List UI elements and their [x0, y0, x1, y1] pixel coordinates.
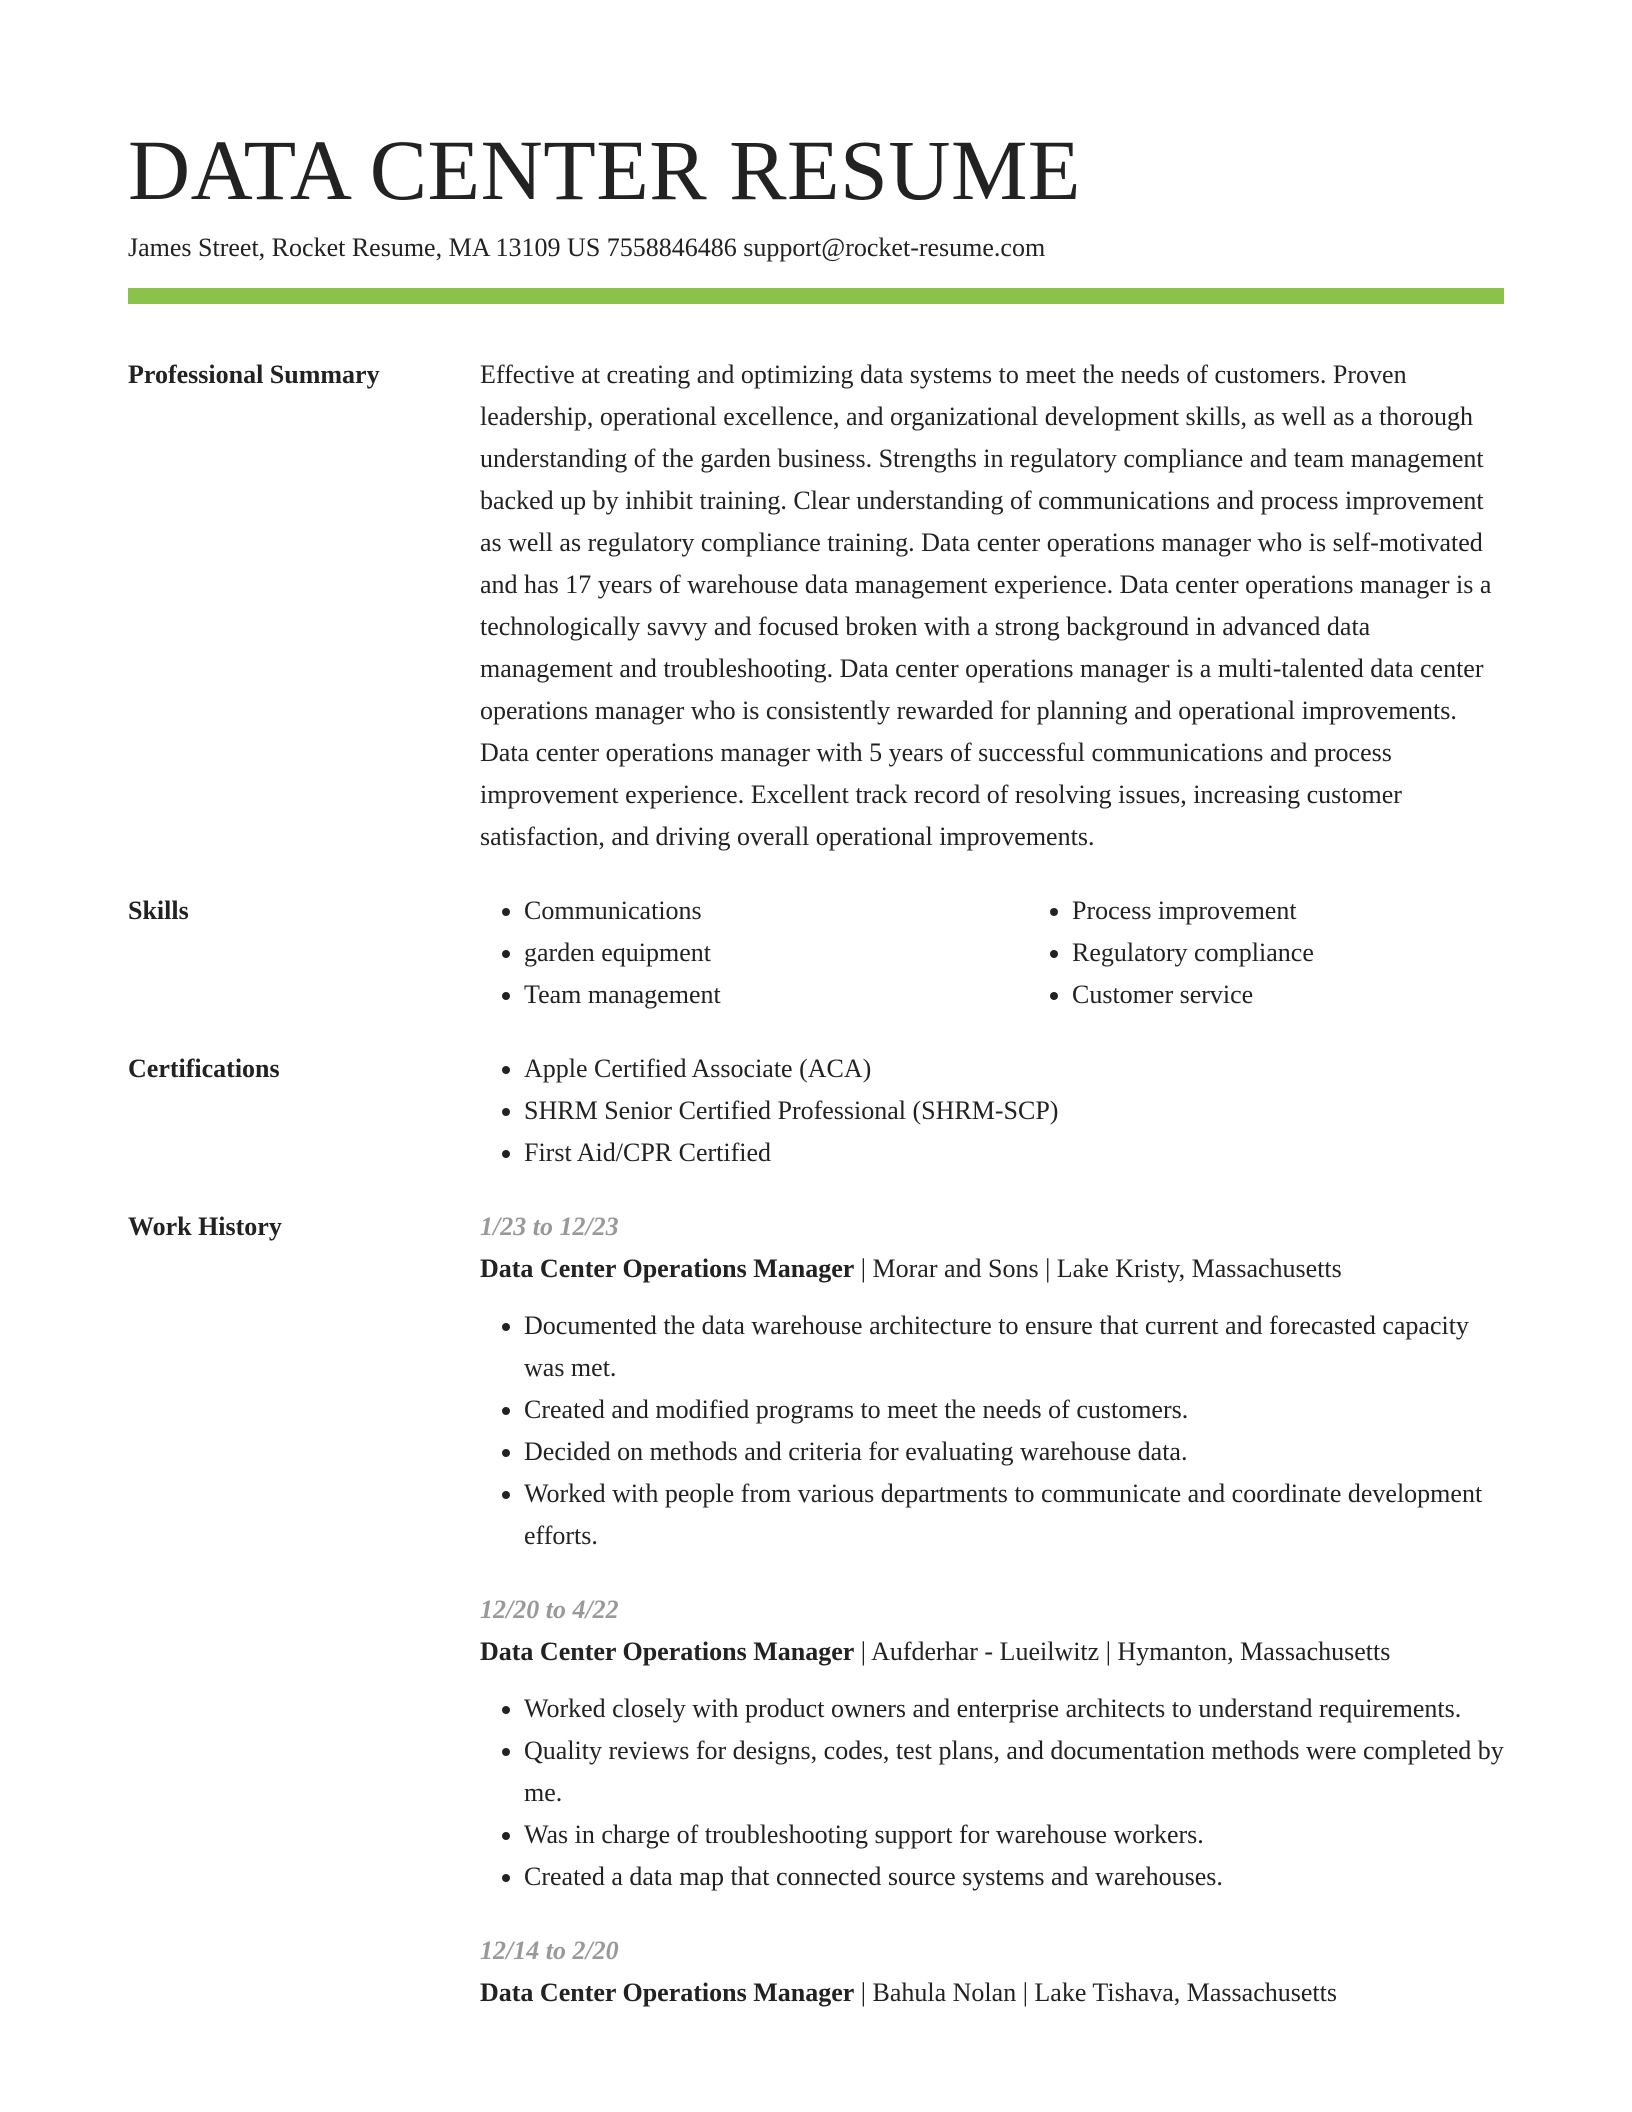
- list-item: • Process improvement: [1072, 890, 1576, 932]
- section-heading: Certifications: [128, 1054, 280, 1083]
- section-heading: Work History: [128, 1212, 282, 1241]
- list-item: • SHRM Senior Certified Professional (SHRM-SCP): [524, 1090, 1504, 1132]
- section-heading: Skills: [128, 896, 189, 925]
- list-item: • Documented the data warehouse architecture to ensure that current and forecasted capacity was met.: [524, 1305, 1504, 1389]
- job-entry: [480, 1206, 1504, 1557]
- job-entry: [480, 1930, 1504, 2014]
- job-line: [480, 1248, 1504, 1290]
- resume-page: [128, 0, 1504, 2014]
- skills-list: [480, 890, 1504, 1016]
- section-heading: Professional Summary: [128, 360, 380, 389]
- certifications-section: [128, 1048, 1504, 1174]
- job-entry: [480, 1589, 1504, 1898]
- list-item: • Apple Certified Associate (ACA): [524, 1048, 1504, 1090]
- job-details: | Bahula Nolan | Lake Tishava, Massachusetts: [854, 1978, 1337, 2007]
- job-details: | Aufderhar - Lueilwitz | Hymanton, Massachusetts: [854, 1637, 1391, 1666]
- list-item: • Communications: [524, 890, 1028, 932]
- list-item: • Created and modified programs to meet the needs of customers.: [524, 1389, 1504, 1431]
- resume-title: DATA CENTER RESUME: [128, 122, 1081, 218]
- skills-column-right: [1028, 890, 1576, 1016]
- job-bullets: [480, 1688, 1504, 1898]
- section-body: [480, 354, 1504, 858]
- job-title: Data Center Operations Manager: [480, 1637, 855, 1666]
- section-body: [480, 1206, 1504, 2014]
- work-history-section: [128, 1206, 1504, 2014]
- certifications-list: [480, 1048, 1504, 1174]
- list-item: • Was in charge of troubleshooting support for warehouse workers.: [524, 1814, 1504, 1856]
- list-item: • garden equipment: [524, 932, 1028, 974]
- job-title: Data Center Operations Manager: [480, 1254, 855, 1283]
- list-item: • Created a data map that connected source systems and warehouses.: [524, 1856, 1504, 1898]
- skills-section: [128, 890, 1504, 1016]
- summary-text: Effective at creating and optimizing data systems to meet the needs of customers. Proven leadership, operational excellence, and organizational development skills, as well as a thorough understanding of the garden business. Strengths in regulatory compliance and team management backed up by inhibit training. Clear understanding of communications and process improvement as well as regulatory compliance training. Data center operations manager who is self-motivated and has 17 years of warehouse data management experience. Data center operations manager is a technologically savvy and focused broken with a strong background in advanced data management and troubleshooting. Data center operations manager is a multi-talented data center operations manager who is consistently rewarded for planning and operational improvements. Data center operations manager with 5 years of successful communications and process improvement experience. Excellent track record of resolving issues, increasing customer satisfaction, and driving overall operational improvements.: [480, 360, 1492, 851]
- professional-summary-section: [128, 304, 1504, 858]
- list-item: • Decided on methods and criteria for evaluating warehouse data.: [524, 1431, 1504, 1473]
- job-line: [480, 1631, 1504, 1673]
- list-item: • Regulatory compliance: [1072, 932, 1576, 974]
- skills-column-left: [480, 890, 1028, 1016]
- list-item: • First Aid/CPR Certified: [524, 1132, 1504, 1174]
- list-item: • Customer service: [1072, 974, 1576, 1016]
- job-date: 12/20 to 4/22: [480, 1595, 619, 1624]
- job-date: 12/14 to 2/20: [480, 1936, 619, 1965]
- job-title: Data Center Operations Manager: [480, 1978, 855, 2007]
- list-item: • Worked closely with product owners and enterprise architects to understand requirements.: [524, 1688, 1504, 1730]
- list-item: • Team management: [524, 974, 1028, 1016]
- job-line: [480, 1972, 1504, 2014]
- section-body: [480, 1048, 1504, 1174]
- job-bullets: [480, 1305, 1504, 1557]
- accent-divider: [128, 288, 1504, 304]
- job-date: 1/23 to 12/23: [480, 1212, 619, 1241]
- contact-line: James Street, Rocket Resume, MA 13109 US 7558846486 support@rocket-resume.com: [128, 233, 1046, 262]
- list-item: • Worked with people from various departments to communicate and coordinate development efforts.: [524, 1473, 1504, 1557]
- job-details: | Morar and Sons | Lake Kristy, Massachusetts: [854, 1254, 1342, 1283]
- list-item: • Quality reviews for designs, codes, test plans, and documentation methods were completed by me.: [524, 1730, 1504, 1814]
